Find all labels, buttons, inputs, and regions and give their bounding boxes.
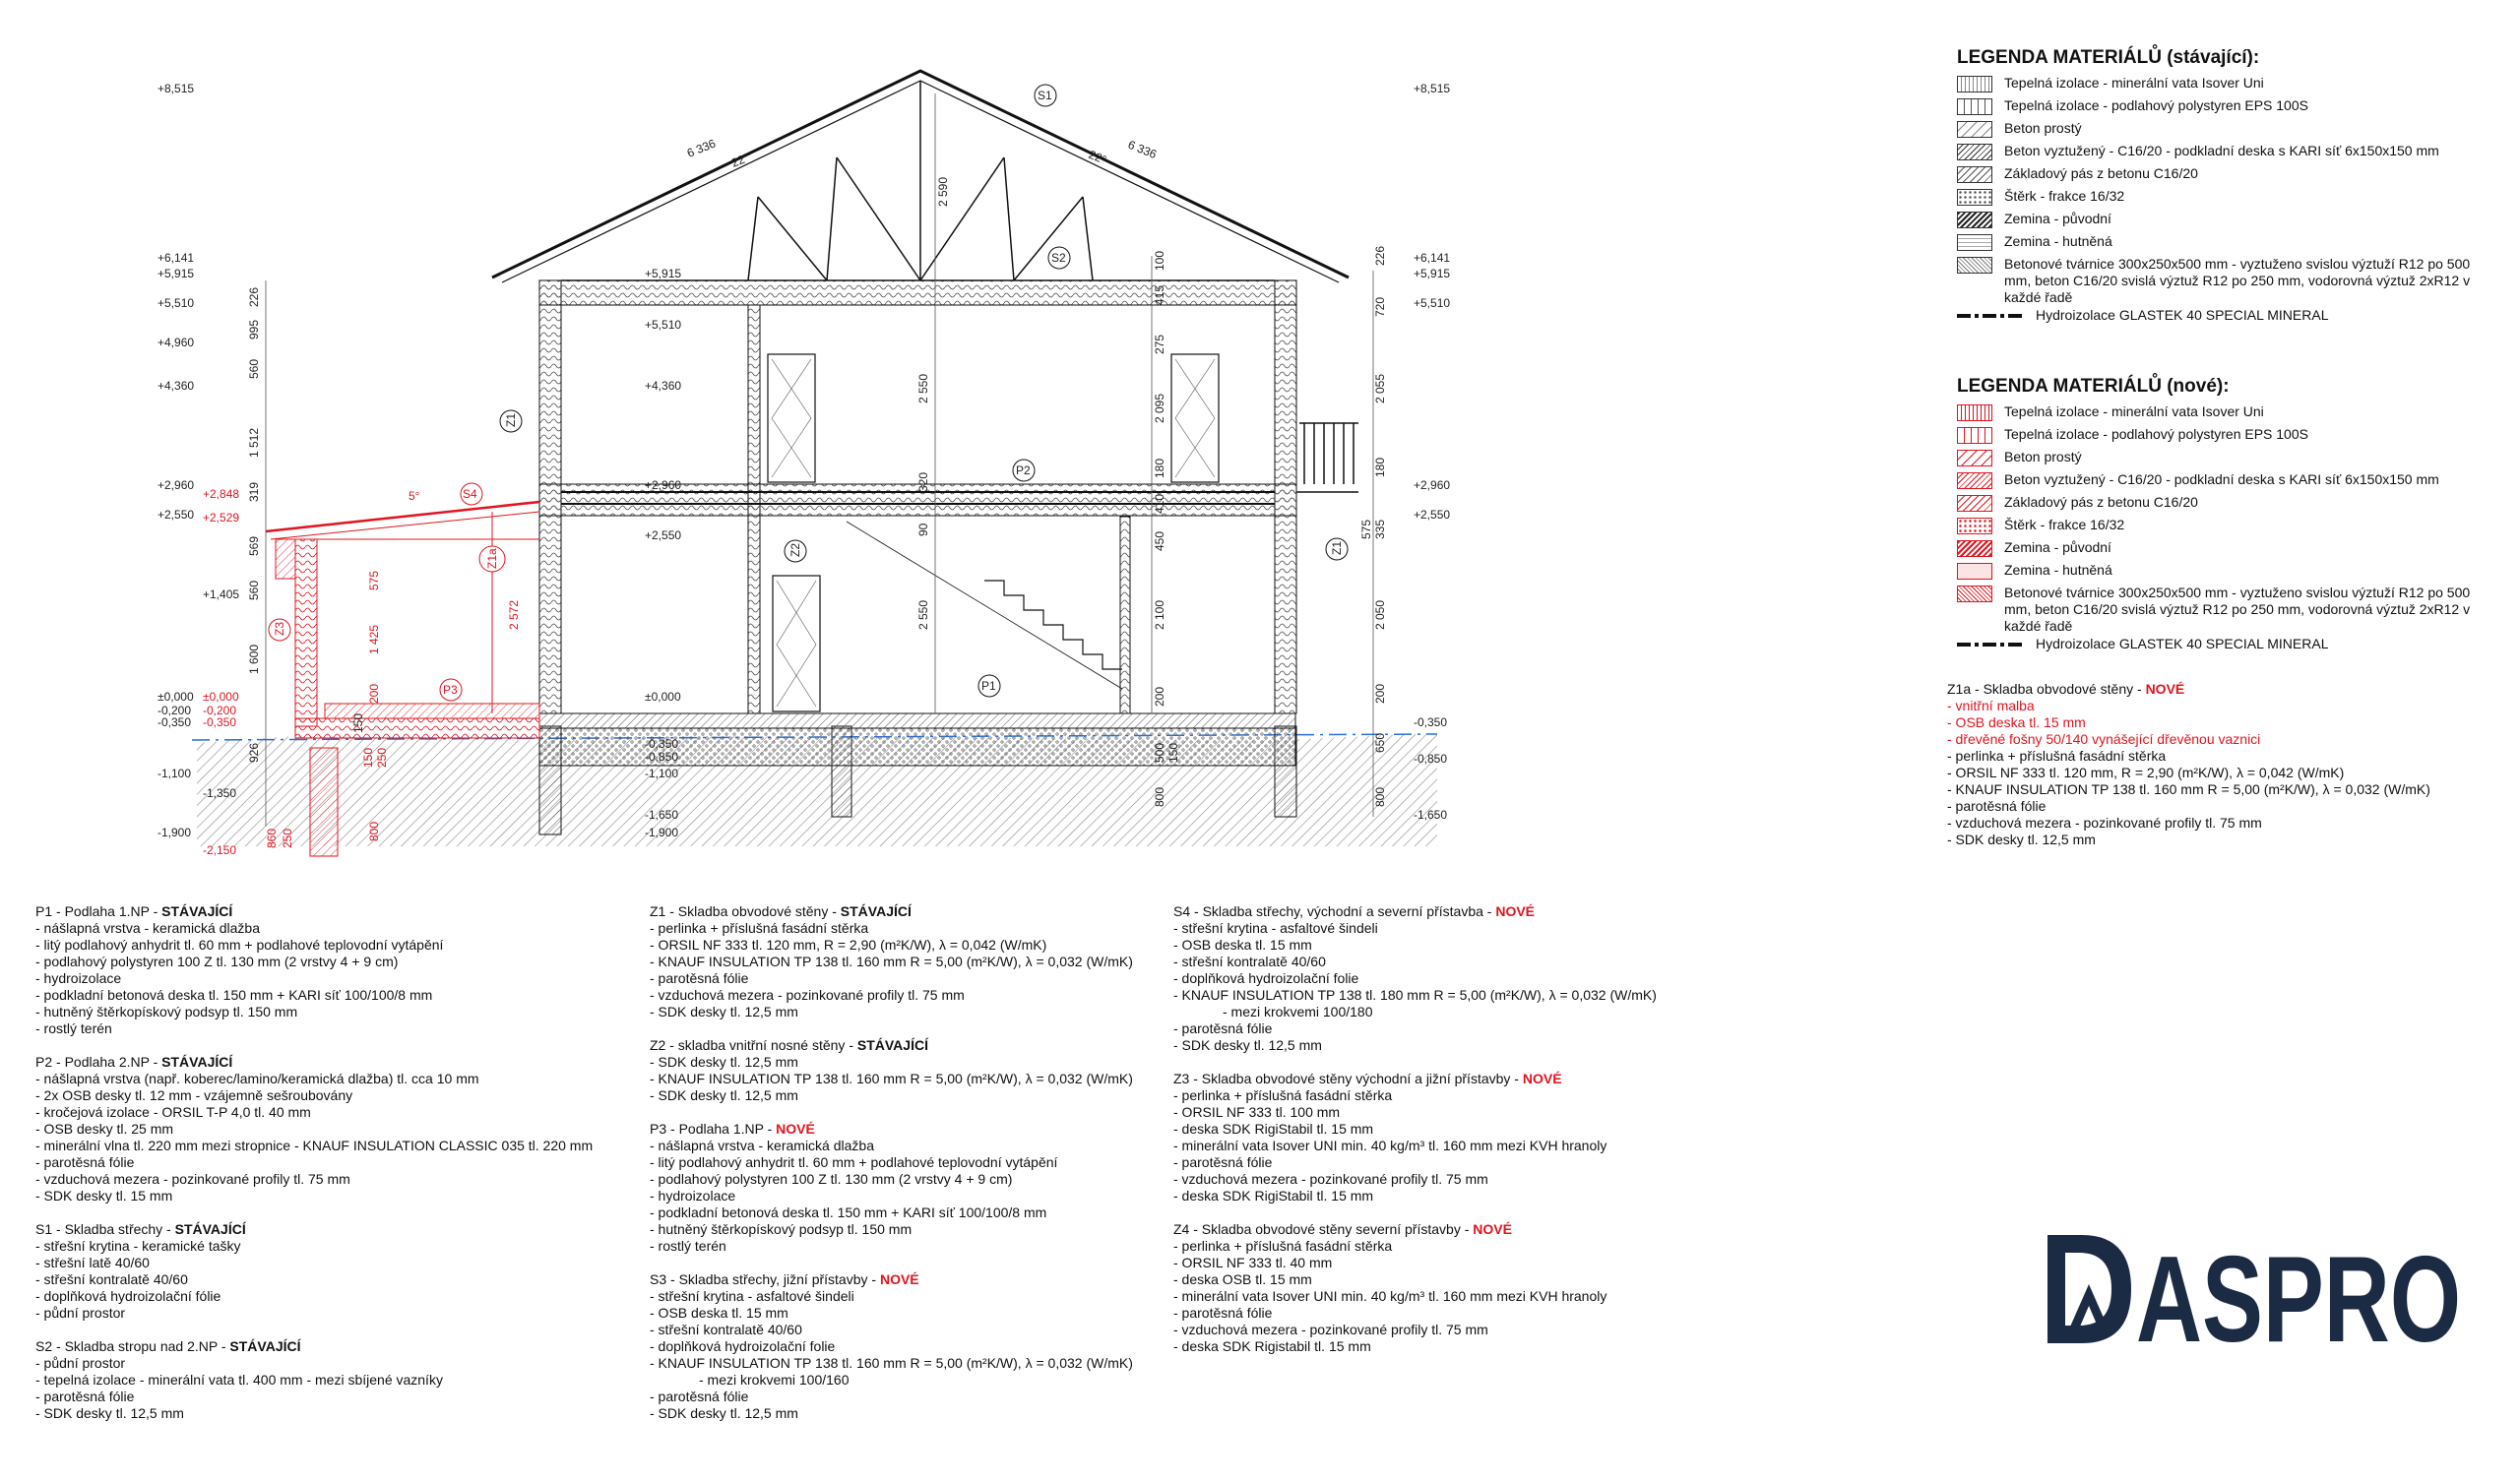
spec-line: - SDK desky tl. 12,5 mm [650, 1054, 798, 1070]
level-label: +5,915 [1414, 267, 1451, 280]
spec-line: - vzduchová mezera - pozinkované profily tl. 75 mm [650, 987, 965, 1003]
dim-label: 2 550 [916, 373, 930, 403]
dim-label: 275 [1153, 334, 1166, 354]
legend-new [1957, 376, 2508, 658]
dim-label-red: 2 572 [507, 599, 521, 630]
spec-line: - perlinka + příslušná fasádní stěrka [1947, 748, 2167, 764]
spec-line: - SDK desky tl. 12,5 mm [650, 1087, 798, 1103]
legend-item: Tepelná izolace - minerální vata Isover Uni [1957, 75, 2508, 97]
spec-line: - KNAUF INSULATION TP 138 tl. 160 mm R = 5,00 (m²K/W), λ = 0,032 (W/mK) [1947, 781, 2430, 797]
spec-line: - parotěsná fólie [35, 1389, 135, 1404]
level-label: -1,100 [158, 767, 192, 780]
spec-line: - doplňková hydroizolační folie [1173, 970, 1359, 986]
spec-line: - parotěsná fólie [650, 1389, 749, 1404]
spec-line: - nášlapná vrstva (např. koberec/lamino/keramická dlažba) tl. cca 10 mm [35, 1071, 479, 1086]
spec-line: - střešní kontralatě 40/60 [650, 1322, 802, 1337]
level-label-red: -0,200 [203, 704, 237, 717]
roof-length-right: 6 336 [1125, 137, 1159, 162]
spec-block [1173, 1071, 1744, 1204]
dim-label: 180 [1153, 458, 1166, 478]
spec-line: - litý podlahový anhydrit tl. 60 mm + podlahové teplovodní vytápění [650, 1154, 1058, 1170]
spec-line: - hydroizolace [35, 970, 122, 986]
legend-item: Betonové tvárnice 300x250x500 mm - vyztuženo svislou výztuží R12 po 500 mm, beton C16/20 svislá výztuž R12 po 250 mm, vodorovná výztuž 2xR12 v každé řadě [1957, 585, 2508, 636]
spec-line: - podlahový polystyren 100 Z tl. 130 mm (2 vrstvy 4 + 9 cm) [650, 1171, 1013, 1187]
spec-line: - hydroizolace [650, 1188, 736, 1204]
level-label: +4,960 [158, 336, 195, 349]
spec-block [650, 1121, 1221, 1255]
spec-line: - ORSIL NF 333 tl. 120 mm, R = 2,90 (m²K/W), λ = 0,042 (W/mK) [650, 937, 1047, 953]
door-2np-right [1171, 354, 1219, 482]
dim-label: 560 [247, 358, 261, 379]
spec-line: - OSB desky tl. 25 mm [35, 1121, 174, 1137]
level-label: -1,100 [645, 767, 679, 780]
legend-item: Základový pás z betonu C16/20 [1957, 494, 2508, 517]
legend-item: Tepelná izolace - podlahový polystyren EPS 100S [1957, 426, 2508, 449]
roof-length-left: 6 336 [684, 136, 718, 160]
daspro-logo [2038, 1225, 2471, 1358]
wall-inner-2 [1120, 517, 1130, 713]
level-label: +8,515 [158, 82, 195, 95]
legend-item: Zemina - původní [1957, 539, 2508, 562]
spec-line: - střešní kontralatě 40/60 [1173, 954, 1326, 969]
tag-p1: P1 [981, 679, 996, 693]
dim-label: 560 [247, 580, 261, 600]
spec-line: - perlinka + příslušná fasádní stěrka [650, 920, 869, 936]
spec-line: - hutněný štěrkopískový podsyp tl. 150 mm [35, 1004, 298, 1019]
legend-item: Tepelná izolace - podlahový polystyren EPS 100S [1957, 97, 2508, 120]
spec-line: - KNAUF INSULATION TP 138 tl. 160 mm R = 5,00 (m²K/W), λ = 0,032 (W/mK) [650, 1355, 1133, 1371]
spec-line: - parotěsná fólie [1173, 1020, 1273, 1036]
legend-item: Tepelná izolace - minerální vata Isover Uni [1957, 403, 2508, 426]
roof-angle-right: 22° [1086, 147, 1108, 167]
level-label: +4,360 [645, 379, 682, 393]
spec-line: - vzduchová mezera - pozinkované profily tl. 75 mm [35, 1171, 350, 1187]
spec-line: - deska OSB tl. 15 mm [1173, 1271, 1312, 1287]
spec-line: - střešní latě 40/60 [35, 1255, 150, 1270]
level-label: +2,960 [158, 478, 195, 492]
spec-line: - KNAUF INSULATION TP 138 tl. 180 mm R = 5,00 (m²K/W), λ = 0,032 (W/mK) [1173, 987, 1657, 1003]
dim-label: 800 [1373, 786, 1387, 807]
spec-line: - KNAUF INSULATION TP 138 tl. 160 mm R = 5,00 (m²K/W), λ = 0,032 (W/mK) [650, 954, 1133, 969]
spec-line: - SDK desky tl. 12,5 mm [650, 1004, 798, 1019]
door-1np [773, 576, 820, 711]
dim-label: 2 100 [1153, 599, 1166, 630]
legend-title: LEGENDA MATERIÁLŮ (nové): [1957, 376, 2230, 397]
spec-line: - litý podlahový anhydrit tl. 60 mm + podlahové teplovodní vytápění [35, 937, 444, 953]
dim-label: 650 [1373, 732, 1387, 753]
level-label-red: +2,529 [203, 511, 240, 525]
spec-line: - podkladní betonová deska tl. 150 mm + KARI síť 100/100/8 mm [650, 1204, 1047, 1220]
dim-label: 720 [1373, 296, 1387, 317]
legend-item: Beton prostý [1957, 449, 2508, 471]
level-label: ±0,000 [158, 690, 194, 704]
spec-block [35, 1338, 606, 1422]
spec-line: - rostlý terén [35, 1020, 112, 1036]
spec-block [650, 903, 1221, 1020]
spec-block [35, 1054, 606, 1204]
dim-label: 2 055 [1373, 373, 1387, 403]
spec-line: - podkladní betonová deska tl. 150 mm + KARI síť 100/100/8 mm [35, 987, 433, 1003]
spec-line: - KNAUF INSULATION TP 138 tl. 160 mm R = 5,00 (m²K/W), λ = 0,032 (W/mK) [650, 1071, 1133, 1086]
spec-line: - rostlý terén [650, 1238, 726, 1254]
spec-title: P2 - Podlaha 2.NP - STÁVAJÍCÍ [35, 1054, 233, 1070]
level-label: -0,350 [645, 737, 679, 751]
legend-item: Zemina - hutněná [1957, 233, 2508, 256]
spec-line: - minerální vata Isover UNI min. 40 kg/m³ tl. 160 mm mezi KVH hranoly [1173, 1138, 1607, 1153]
spec-line: - deska SDK RigiStabil tl. 15 mm [1173, 1188, 1374, 1204]
dim-label: 319 [247, 481, 261, 502]
spec-line: - střešní kontralatě 40/60 [35, 1271, 188, 1287]
level-label: +5,510 [1414, 296, 1451, 310]
level-label: +5,915 [158, 267, 195, 280]
spec-line: - hutněný štěrkopískový podsyp tl. 150 mm [650, 1221, 913, 1237]
spec-column-2 [650, 903, 1221, 1439]
level-label: +4,360 [158, 379, 195, 393]
legend-item: Štěrk - frakce 16/32 [1957, 517, 2508, 539]
spec-title: S2 - Skladba stropu nad 2.NP - STÁVAJÍCÍ [35, 1338, 301, 1354]
spec-line: - SDK desky tl. 15 mm [35, 1188, 173, 1204]
spec-line: - minerální vata Isover UNI min. 40 kg/m³ tl. 160 mm mezi KVH hranoly [1173, 1288, 1607, 1304]
level-label: +5,915 [645, 267, 682, 280]
spec-line: - půdní prostor [35, 1355, 126, 1371]
legend-title: LEGENDA MATERIÁLŮ (stávající): [1957, 47, 2260, 68]
level-label: +8,515 [1414, 82, 1451, 95]
dim-label-red: 200 [367, 683, 381, 704]
logo-text: ASPRO [2136, 1232, 2461, 1353]
dim-label: 995 [247, 319, 261, 340]
dim-label-red: 800 [367, 821, 381, 841]
spec-line: - OSB deska tl. 15 mm [1947, 714, 2086, 730]
roof-truss [561, 81, 1275, 280]
tag-s2: S2 [1051, 251, 1066, 265]
spec-line: - deska SDK Rigistabil tl. 15 mm [1173, 1338, 1371, 1354]
levels-inner [645, 267, 681, 839]
spec-line: - vzduchová mezera - pozinkované profily tl. 75 mm [1947, 815, 2262, 831]
dim-label-red: 250 [281, 828, 294, 848]
spec-line: - mezi krokvemi 100/160 [699, 1372, 850, 1388]
spec-line: - parotěsná fólie [35, 1154, 135, 1170]
level-label: -1,900 [645, 826, 679, 839]
spec-block [1173, 903, 1744, 1054]
spec-block [650, 1037, 1221, 1104]
dim-label: 415 [1153, 284, 1166, 305]
spec-line: - deska SDK RigiStabil tl. 15 mm [1173, 1121, 1374, 1137]
level-label: -1,650 [1414, 808, 1448, 822]
level-label: -1,350 [203, 786, 237, 800]
spec-title: Z1a - Skladba obvodové stěny - NOVÉ [1947, 681, 2185, 697]
staircase [984, 581, 1122, 669]
level-label: -1,900 [158, 826, 192, 839]
spec-title: Z3 - Skladba obvodové stěny východní a jižní přístavby - NOVÉ [1173, 1071, 1562, 1086]
spec-title: Z2 - skladba vnitřní nosné stěny - STÁVAJÍCÍ [650, 1037, 928, 1053]
dim-label: 926 [247, 742, 261, 763]
level-label: +2,960 [645, 478, 682, 492]
spec-line: - 2x OSB desky tl. 12 mm - vzájemně sešroubovány [35, 1087, 353, 1103]
tag-p2: P2 [1016, 463, 1031, 477]
level-label: +1,405 [203, 587, 240, 601]
dim-label: 2 550 [916, 599, 930, 630]
dim-label: 180 [1373, 457, 1387, 477]
spec-line: - vzduchová mezera - pozinkované profily tl. 75 mm [1173, 1322, 1488, 1337]
spec-line: - parotěsná fólie [650, 970, 749, 986]
spec-line: - doplňková hydroizolační folie [650, 1338, 836, 1354]
door-2np-left [768, 354, 815, 482]
dim-label: 320 [916, 471, 930, 492]
dim-label-red: 860 [265, 828, 279, 848]
spec-line: - ORSIL NF 333 tl. 100 mm [1173, 1104, 1341, 1120]
spec-line: - kročejová izolace - ORSIL T-P 4,0 tl. 40 mm [35, 1104, 311, 1120]
level-label: ±0,000 [645, 690, 681, 704]
tag-z1a: Z1a [485, 548, 499, 569]
dim-label: 500 [1153, 742, 1166, 763]
legend-item: Základový pás z betonu C16/20 [1957, 165, 2508, 188]
spec-line: - OSB deska tl. 15 mm [1173, 937, 1312, 953]
level-label: -0,200 [158, 704, 192, 717]
levels-right [1414, 82, 1450, 822]
spec-line: - tepelná izolace - minerální vata tl. 400 mm - mezi sbíjené vazníky [35, 1372, 443, 1388]
spec-line: - ORSIL NF 333 tl. 40 mm [1173, 1255, 1333, 1270]
spec-block [35, 1221, 606, 1322]
tag-s1: S1 [1038, 89, 1052, 102]
level-label: -0,350 [158, 715, 192, 729]
level-label: +6,141 [1414, 251, 1451, 265]
dim-label: 150 [1166, 742, 1180, 763]
level-label-red: +2,848 [203, 487, 240, 501]
level-label: +2,550 [645, 528, 682, 542]
spec-line: - OSB deska tl. 15 mm [650, 1305, 788, 1321]
level-label: +6,141 [158, 251, 195, 265]
spec-line: - dřevěné fošny 50/140 vynášející dřevěnou vaznici [1947, 731, 2261, 747]
legend-item: Zemina - původní [1957, 211, 2508, 233]
level-label-red: -0,350 [203, 715, 237, 729]
spec-line: - podlahový polystyren 100 Z tl. 130 mm (2 vrstvy 4 + 9 cm) [35, 954, 399, 969]
spec-z1a [1947, 681, 2498, 848]
tag-z2: Z2 [788, 542, 802, 557]
dim-label: 450 [1153, 530, 1166, 551]
spec-line: - střešní krytina - asfaltové šindeli [650, 1288, 854, 1304]
spec-line: - ORSIL NF 333 tl. 120 mm, R = 2,90 (m²K/W), λ = 0,042 (W/mK) [1947, 765, 2345, 780]
spec-line: - minerální vlna tl. 220 mm mezi stropnice - KNAUF INSULATION CLASSIC 035 tl. 220 mm [35, 1138, 594, 1153]
dim-label: 2 590 [936, 176, 950, 207]
spec-line: - SDK desky tl. 12,5 mm [1173, 1037, 1322, 1053]
dim-label-red: 575 [367, 570, 381, 590]
level-label: +2,960 [1414, 478, 1451, 492]
dim-label: 2 095 [1153, 393, 1166, 423]
spec-line: - parotěsná fólie [1173, 1305, 1273, 1321]
levels-left [158, 82, 239, 857]
level-label: +5,510 [158, 296, 195, 310]
tag-s4: S4 [463, 487, 477, 501]
legend-line-item: Hydroizolace GLASTEK 40 SPECIAL MINERAL [1957, 636, 2508, 658]
tag-p3: P3 [443, 683, 458, 697]
legend-line-item: Hydroizolace GLASTEK 40 SPECIAL MINERAL [1957, 307, 2508, 330]
legend-item: Beton prostý [1957, 120, 2508, 143]
level-label: -0,850 [1414, 752, 1448, 766]
spec-title: Z4 - Skladba obvodové stěny severní přístavby - NOVÉ [1173, 1221, 1512, 1237]
spec-title: S1 - Skladba střechy - STÁVAJÍCÍ [35, 1221, 246, 1237]
level-label: -0,350 [1414, 715, 1448, 729]
level-label: -0,850 [645, 750, 679, 764]
legend-item: Beton vyztužený - C16/20 - podkladní deska s KARI síť 6x150x150 mm [1957, 143, 2508, 165]
spec-line: - doplňková hydroizolační fólie [35, 1288, 221, 1304]
dim-label: 90 [916, 523, 930, 536]
legend-item: Beton vyztužený - C16/20 - podkladní deska s KARI síť 6x150x150 mm [1957, 471, 2508, 494]
spec-line: - SDK desky tl. 12,5 mm [650, 1405, 798, 1421]
dim-label-red: 250 [375, 747, 389, 768]
spec-block [1173, 1221, 1744, 1355]
tag-z3: Z3 [273, 621, 286, 636]
legend-existing [1957, 47, 2508, 330]
dim-label: 226 [247, 286, 261, 307]
spec-title: S4 - Skladba střechy, východní a severní přístavba - NOVÉ [1173, 903, 1536, 919]
dim-label: 1 600 [247, 644, 261, 674]
legend-item: Betonové tvárnice 300x250x500 mm - vyztuženo svislou výztuží R12 po 500 mm, beton C16/20 svislá výztuž R12 po 250 mm, vodorovná výztuž 2xR12 v každé řadě [1957, 256, 2508, 307]
dim-label: 1 512 [247, 427, 261, 458]
ground-floor-slab [539, 713, 1295, 728]
spec-line: - vzduchová mezera - pozinkované profily tl. 75 mm [1173, 1171, 1488, 1187]
ceiling-2np [539, 280, 1296, 305]
dim-label: 569 [247, 535, 261, 556]
spec-line: - střešní krytina - keramické tašky [35, 1238, 241, 1254]
spec-title: S3 - Skladba střechy, jižní přístavby - NOVÉ [650, 1271, 919, 1287]
spec-line: - nášlapná vrstva - keramická dlažba [650, 1138, 874, 1153]
dim-label-red: 150 [361, 747, 375, 768]
dim-label: 800 [1153, 786, 1166, 807]
level-label-red: ±0,000 [203, 690, 239, 704]
spec-line: - vnitřní malba [1947, 698, 2035, 713]
canopy-angle: 5° [409, 489, 420, 503]
dim-label: 575 [1359, 519, 1373, 539]
spec-column-3 [1173, 903, 1744, 1372]
spec-block [35, 903, 606, 1037]
spec-line: - SDK desky tl. 12,5 mm [1947, 832, 2096, 847]
level-label: +2,550 [158, 508, 195, 522]
spec-title: P1 - Podlaha 1.NP - STÁVAJÍCÍ [35, 903, 233, 919]
spec-line: - střešní krytina - asfaltové šindeli [1173, 920, 1378, 936]
dim-label: 410 [1153, 493, 1166, 514]
spec-block [650, 1271, 1221, 1422]
level-label: -1,650 [645, 808, 679, 822]
spec-title: P3 - Podlaha 1.NP - NOVÉ [650, 1121, 815, 1137]
spec-line: - mezi krokvemi 100/180 [1223, 1004, 1373, 1019]
roof-angle-left: 22° [728, 150, 751, 170]
spec-line: - parotěsná fólie [1947, 798, 2047, 814]
dim-label: 335 [1373, 519, 1387, 539]
balcony-railing [1296, 423, 1358, 492]
spec-line: - půdní prostor [35, 1305, 126, 1321]
dim-label: 226 [1373, 245, 1387, 266]
spec-line: - perlinka + příslušná fasádní stěrka [1173, 1087, 1393, 1103]
legend-item: Štěrk - frakce 16/32 [1957, 188, 2508, 211]
spec-line: - nášlapná vrstva - keramická dlažba [35, 920, 260, 936]
level-label: +2,550 [1414, 508, 1451, 522]
logo-mark [2038, 1225, 2471, 1353]
spec-column-1 [35, 903, 606, 1439]
spec-line: - perlinka + příslušná fasádní stěrka [1173, 1238, 1393, 1254]
building-section-drawing [0, 0, 1477, 886]
legend-item: Zemina - hutněná [1957, 562, 2508, 585]
dim-label: 200 [1153, 686, 1166, 707]
dim-label: 2 050 [1373, 599, 1387, 630]
spec-line: - parotěsná fólie [1173, 1154, 1273, 1170]
dim-label: 150 [351, 712, 365, 733]
dim-label-red: 1 425 [367, 624, 381, 654]
dim-label: 200 [1373, 683, 1387, 704]
section-tags [269, 85, 1348, 701]
level-label-red: -2,150 [203, 843, 237, 857]
tag-z1-left: Z1 [504, 412, 518, 427]
dim-label: 100 [1153, 250, 1166, 271]
level-label: +5,510 [645, 318, 682, 332]
spec-line: - SDK desky tl. 12,5 mm [35, 1405, 184, 1421]
tag-z1-right: Z1 [1330, 540, 1344, 555]
spec-title: Z1 - Skladba obvodové stěny - STÁVAJÍCÍ [650, 903, 912, 919]
